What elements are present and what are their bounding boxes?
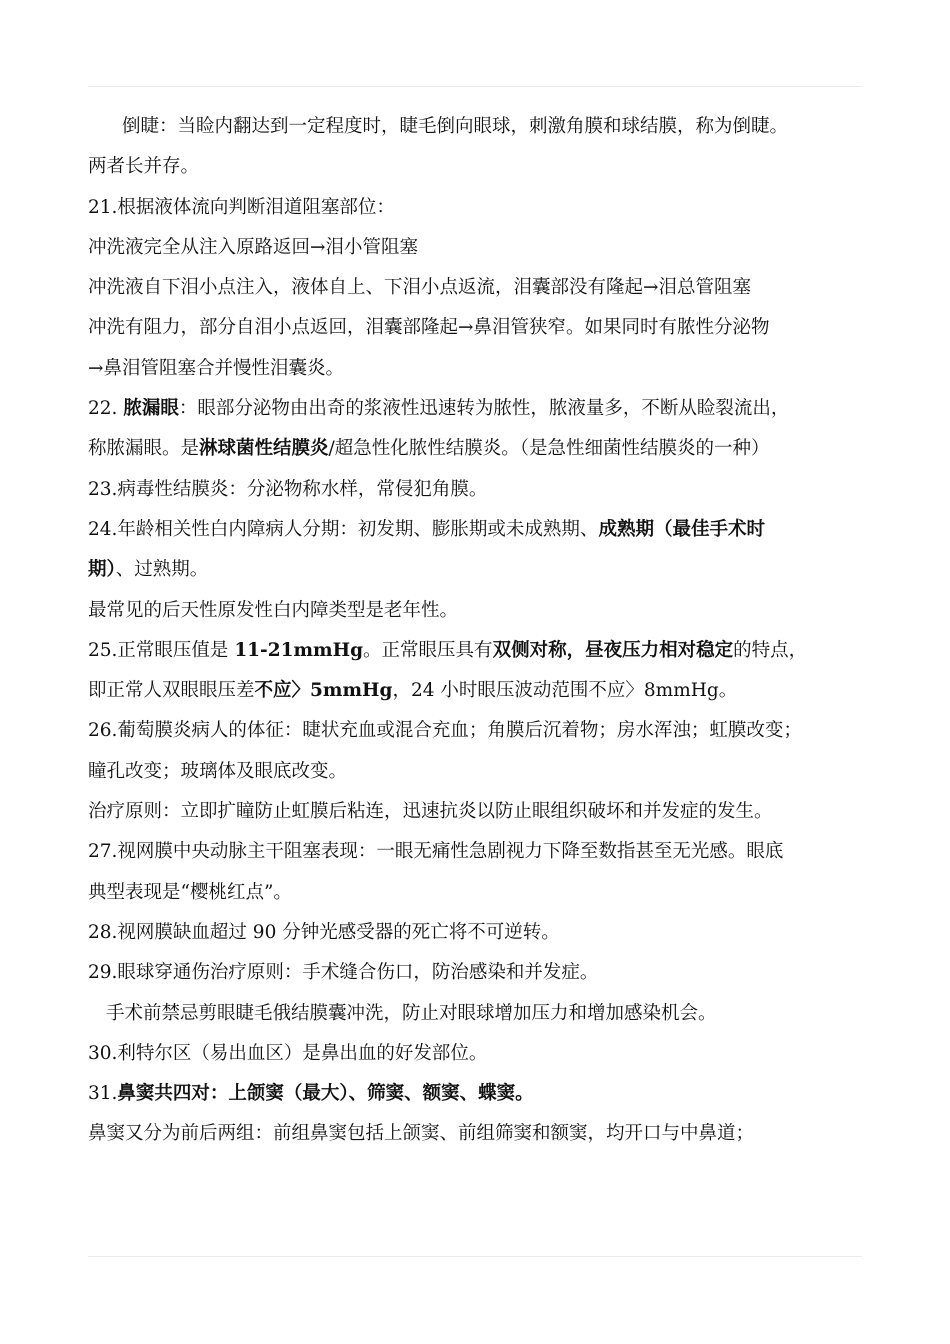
text-line [88, 591, 878, 631]
text-line [88, 913, 878, 953]
text-span: 典型表现是“樱桃红点”。 [88, 881, 292, 903]
text-span: ，24 小时眼压波动范围不应〉8mmHg。 [392, 680, 738, 702]
text-span: 称脓漏眼。是 [88, 438, 200, 460]
text-span: 21.根据液体流向判断泪道阻塞部位： [88, 196, 395, 218]
text-span: 26.葡萄膜炎病人的体征：睫状充血或混合充血；角膜后沉着物；房水浑浊；虹膜改变； [88, 720, 802, 742]
text-span: 22. [88, 398, 124, 420]
bold-text: 成熟期（最佳手术时 [598, 518, 765, 540]
bold-text: 不应〉5mmHg [254, 680, 393, 702]
text-span: 鼻窦又分为前后两组：前组鼻窦包括上颌窦、前组筛窦和额窦，均开口与中鼻道； [88, 1123, 755, 1145]
bold-text: 双侧对称，昼夜压力相对稳定 [492, 639, 734, 661]
text-line [88, 792, 878, 832]
text-line [88, 1034, 878, 1074]
text-span: 27.视网膜中央动脉主干阻塞表现：一眼无痛性急剧视力下降至数指甚至无光感。眼底 [88, 841, 784, 863]
text-line [88, 470, 878, 510]
text-span: 最常见的后天性原发性白内障类型是老年性。 [88, 599, 459, 621]
text-span: 。正常眼压具有 [363, 639, 493, 661]
text-line [88, 1114, 878, 1154]
text-line [88, 147, 878, 187]
text-line [88, 550, 878, 590]
text-line [88, 107, 878, 147]
text-line [88, 429, 878, 469]
text-line [88, 631, 878, 671]
header-rule [88, 86, 862, 87]
text-line [88, 349, 878, 389]
document-body [88, 107, 878, 1155]
text-span: 、过熟期。 [115, 559, 209, 581]
text-line [88, 671, 878, 711]
text-line [88, 953, 878, 993]
text-span: 冲洗液自下泪小点注入，液体自上、下泪小点返流，泪囊部没有隆起→泪总管阻塞 [88, 277, 752, 299]
text-span: 瞳孔改变；玻璃体及眼底改变。 [88, 760, 348, 782]
text-span: 手术前禁忌剪眼睫毛俄结膜囊冲洗，防止对眼球增加压力和增加感染机会。 [106, 1002, 717, 1024]
text-line [88, 752, 878, 792]
text-span: 即正常人双眼眼压差 [88, 680, 255, 702]
text-span: 30.利特尔区（易出血区）是鼻出血的好发部位。 [88, 1042, 488, 1064]
text-line [88, 994, 878, 1034]
text-span: 冲洗液完全从注入原路返回→泪小管阻塞 [88, 236, 419, 258]
footer-rule [88, 1256, 862, 1257]
bold-text: 脓漏眼 [123, 398, 179, 420]
text-span: 两者长并存。 [88, 156, 200, 178]
text-span: →鼻泪管阻塞合并慢性泪囊炎。 [88, 357, 345, 379]
text-span: 24.年龄相关性白内障病人分期：初发期、膨胀期或未成熟期、 [88, 518, 599, 540]
bold-text: 期） [88, 559, 116, 581]
text-span: 31. [88, 1083, 118, 1105]
text-line [88, 188, 878, 228]
text-span: /超急性化脓性结膜炎。（是急性细菌性结膜炎的一种） [328, 438, 770, 460]
bold-text: 鼻窦共四对：上颌窦（最大）、筛窦、额窦、蝶窦。 [117, 1083, 534, 1105]
text-line [88, 873, 878, 913]
text-line [88, 832, 878, 872]
text-span: 25.正常眼压值是 [88, 639, 235, 661]
text-span: 治疗原则：立即扩瞳防止虹膜后粘连，迅速抗炎以防止眼组织破坏和并发症的发生。 [88, 801, 773, 823]
text-line [88, 711, 878, 751]
text-span: 冲洗有阻力，部分自泪小点返回，泪囊部隆起→鼻泪管狭窄。如果同时有脓性分泌物 [88, 317, 770, 339]
text-span: ：眼部分泌物由出奇的浆液性迅速转为脓性，脓液量多，不断从睑裂流出， [178, 398, 790, 420]
text-line [88, 389, 878, 429]
text-line [88, 228, 878, 268]
bold-text: 11-21mmHg [234, 639, 364, 661]
text-span: 29.眼球穿通伤治疗原则：手术缝合伤口，防治感染和并发症。 [88, 962, 599, 984]
text-line [88, 1074, 878, 1114]
bold-text: 淋球菌性结膜炎 [199, 438, 329, 460]
text-span: 23.病毒性结膜炎：分泌物称水样，常侵犯角膜。 [88, 478, 488, 500]
text-line [88, 308, 878, 348]
text-line [88, 510, 878, 550]
text-line [88, 268, 878, 308]
text-span: 的特点， [733, 639, 808, 661]
text-span: 倒睫：当睑内翻达到一定程度时，睫毛倒向眼球，刺激角膜和球结膜，称为倒睫。 [122, 116, 789, 137]
text-span: 28.视网膜缺血超过 90 分钟光感受器的死亡将不可逆转。 [88, 921, 560, 943]
